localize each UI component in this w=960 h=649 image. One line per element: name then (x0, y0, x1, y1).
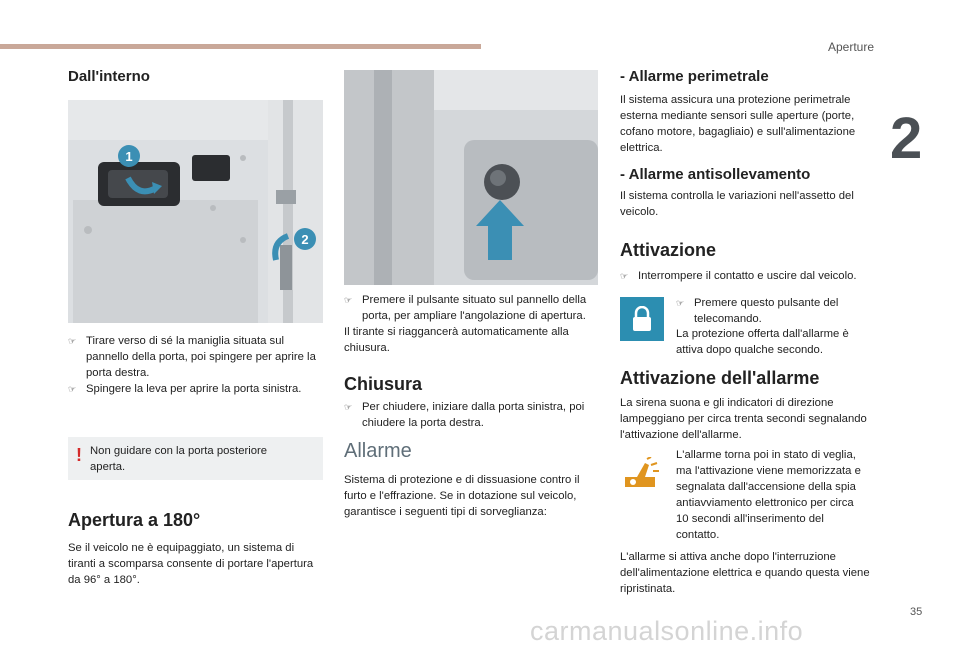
bullet-text: Spingere la leva per aprire la porta sinistra. (86, 383, 302, 395)
lock-button-icon (620, 297, 664, 341)
header-bar (0, 44, 481, 49)
arrow-bullet-icon: ☞ (676, 298, 685, 308)
interior-instructions (68, 333, 324, 397)
bullet-item (344, 399, 600, 431)
section-label: Aperture (827, 40, 874, 54)
dall-interno-title: Dall'interno (68, 68, 150, 85)
arrow-bullet-icon: ☞ (344, 295, 353, 305)
extend-instructions (344, 292, 600, 356)
allarme-text: Sistema di protezione e di dissuasione contro il furto e l'effrazione. Se in dotazione sul veicolo, garantisce i seguenti tipi di sorveglianza: (344, 474, 580, 518)
apertura-text: Se il veicolo ne è equipaggiato, un sistema di tiranti a scomparsa consente di portare l'apertura da 96° a 180°. (68, 542, 314, 586)
chapter-number: 2 (890, 106, 923, 171)
watermark: carmanualsonline.info (530, 616, 804, 646)
chiusura-instructions (344, 399, 600, 431)
chiusura-title: Chiusura (344, 374, 423, 394)
apertura-title: Apertura a 180° (68, 510, 201, 530)
attivazione-instructions (620, 268, 876, 284)
arrow-bullet-icon: ☞ (68, 336, 77, 346)
lock-text: La protezione offerta dall'allarme è attiva dopo qualche secondo. (676, 328, 849, 356)
arrow-bullet-icon: ☞ (620, 271, 629, 281)
door-interior-illustration (68, 100, 323, 323)
padlock-icon (631, 306, 653, 332)
attivazione-allarme-title: Attivazione dell'allarme (620, 368, 820, 388)
alarm-icon (622, 455, 660, 491)
bullet-text: Premere il pulsante situato sul pannello della porta, per ampliare l'angolazione di apertura. (362, 294, 587, 322)
warning-box (68, 437, 323, 480)
callout-2: 2 (294, 228, 316, 250)
page-number: 35 (910, 606, 923, 618)
alarm-warning-icon (623, 457, 659, 489)
lock-instructions (676, 295, 866, 327)
standby-text: L'allarme torna poi in stato di veglia, ma l'attivazione viene memorizzata e segnalata dall'accensione della spia antiavviamento elettronico per circa 10 secondi all'inserimento del contatto. (676, 449, 861, 541)
bullet-text: Tirare verso di sé la maniglia situata sul pannello della porta, poi spingere per aprire la porta destra. (86, 335, 316, 379)
allarme-title: Allarme (344, 440, 412, 462)
arrow-bullet-icon: ☞ (68, 384, 77, 394)
bullet-item (68, 381, 324, 397)
door-button-photo (344, 70, 598, 285)
door-interior-photo (68, 100, 323, 323)
bullet-text: Per chiudere, iniziare dalla porta sinistra, poi chiudere la porta destra. (362, 401, 585, 429)
arrow-bullet-icon: ☞ (344, 402, 353, 412)
bullet-text: Interrompere il contatto e uscire dal veicolo. (638, 270, 857, 282)
attivazione-allarme-text: La sirena suona e gli indicatori di direzione lampeggiano per circa trenta secondi segnalando l'attivazione dell'allarme. (620, 397, 867, 441)
perimetrale-text: Il sistema assicura una protezione perimetrale esterna mediante sensori sulle aperture (porte, cofano motore, bagagliaio) e sull'alimentazione elettrica. (620, 94, 856, 154)
perimetrale-title: - Allarme perimetrale (620, 68, 769, 85)
bullet-item (676, 295, 866, 327)
reattach-text: Il tirante si riaggancerà automaticamente alla chiusura. (344, 326, 569, 354)
antisollevamento-text: Il sistema controlla le variazioni nell'assetto del veicolo. (620, 190, 854, 218)
bullet-item (344, 292, 600, 324)
final-text: L'allarme si attiva anche dopo l'interruzione dell'alimentazione elettrica e quando questa viene ripristinata. (620, 551, 870, 595)
antisollevamento-title: - Allarme antisollevamento (620, 166, 811, 183)
exclamation-icon: ! (76, 445, 82, 465)
door-button-illustration (344, 70, 598, 285)
attivazione-title: Attivazione (620, 240, 717, 260)
warning-text: Non guidare con la porta posteriore aperta. (90, 445, 268, 473)
bullet-text: Premere questo pulsante del telecomando. (694, 297, 839, 325)
callout-1: 1 (118, 145, 140, 167)
bullet-item (620, 268, 876, 284)
bullet-item (68, 333, 324, 381)
